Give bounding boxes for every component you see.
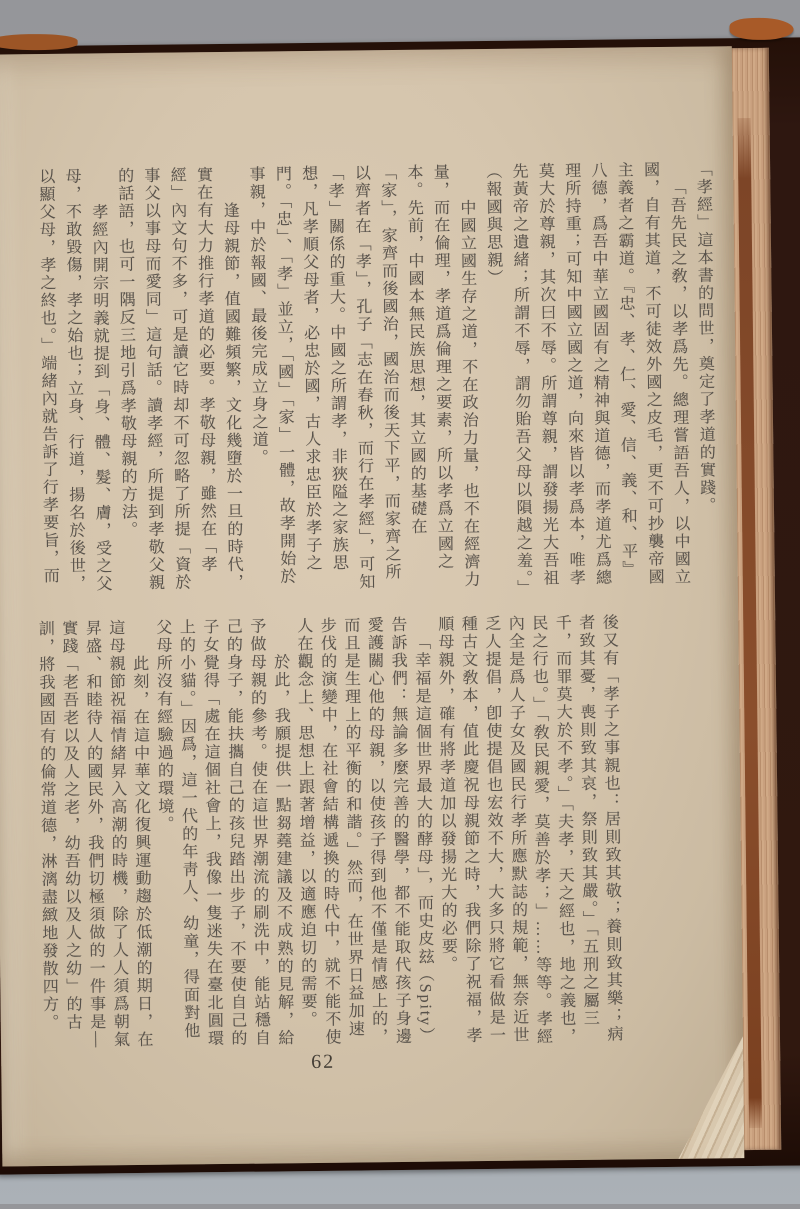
upper-text-block (29, 160, 720, 596)
page-stack-corner (677, 1036, 744, 1159)
paragraph: 後又有「孝子之事親也：居則致其敬；養則致其樂；病者致其憂，喪則致其哀，祭則致其嚴。」「五刑之屬三千，而罪莫大於不孝。」「夫孝，天之經也，地之義也，民之行也。」「敎民親愛，莫善於孝；」……等等。孝經內全是爲人子女及國民行孝所應默誌的規範，無奈近世乏人提倡，卽使提倡也宏效不大，大多只將它看做是一種古文敎本，值此慶祝母親節之時，我們除了祝福，孝順母親外，確有將孝道加以發揚光大的必要。 (435, 613, 623, 1047)
paragraph: 此刻，在這中華文化復興運動趨於低潮的期日，在這母親節祝福情緒昇入高潮的時機，除了人人須爲朝氣昇盛、和睦待人的國民外，我們切極須做的一件事是—實踐「老吾老以及人之老，幼吾幼以及人之幼」的古訓，將我國固有的倫常道德，淋漓盡緻地發散四方。 (36, 619, 153, 1050)
page-number: 62 (311, 1050, 336, 1074)
paragraph: 逢母親節，值國難頻繁，文化幾墮於一旦的時代，實在有大力推行孝道的必要。孝敬母親，雖然在「孝經」內文句不多，可是讀它時却不可忽略了所提「資於事父以事母而愛同」這句話。讀孝經，所提到孝敬父親的話語，也可一隅反三地引爲孝敬母親的方法。 (115, 166, 243, 592)
paragraph: 孝經內開宗明義就提到「身、體、髮、膚，受之父母，不敢毀傷，孝之始也；立身、行道，揚名於後世，以顯父母，孝之終也。」端緒內就告訴了行孝要旨，而 (36, 167, 112, 593)
paragraph: 「吾先民之敎，以孝爲先。總理嘗語吾人，以中國立國，自有其道，不可徒效外國之皮毛，更不可抄襲帝國主義者之霸道。『忠、孝、仁、愛、信、義、和、平』八德，爲吾中華立國固有之精神與道德，而孝道尤爲總理所持重；可知中國立國之道，向來皆以孝爲本，唯孝莫大於尊親，其次曰不辱。所謂尊親，謂發揚光大吾祖先黃帝之遺緒；所謂不辱，謂勿貽吾父母以隕越之羞。」（報國與思親） (483, 161, 690, 590)
torn-paper-fragment (729, 17, 793, 40)
paragraph: 「幸福是這個世界最大的酵母」，而史皮玆（Spity）告訴我們：無論多麼完善的醫學，都不能取代孩子身邊愛護關心他的母親，以使孩子得到他不僅是情感上的，而且是生理上的平衡的和諧。」然而，在世界日益加速步伐的演變中，在社會結構遞換的時代中，就不能不使人在觀念上、思想上跟著增益，以適應迫切的需要。 (294, 615, 435, 1047)
paragraph: 於此，我願提供一點芻蕘建議及不成熟的見解，給予做母親的參考。使在這世界潮流的刷洗中，能站穩自己的身子，能扶攜自己的孩兒踏出步子，不要使自己的子女覺得「處在這個社會上，我像一隻迷失在臺北圓環上的小貓。」因爲，這一代的年靑人、幼童，得面對他父母所沒有經驗過的環境。 (153, 617, 294, 1048)
paragraph: 「孝經」這本書的問世，奠定了孝道的實踐。 (694, 160, 716, 515)
paragraph: 中國立國生存之道，不在政治力量，也不在經濟力量，而在倫理，孝道爲倫理之要素，所以孝爲立國之本。先前，中國本無民族思想，其立國的基礎在「家」，家齊而後國治，國治而後天下平，而家齊之所以齊者在「孝」，孔子「志在春秋，而行在孝經」，可知「孝」關係的重大。中國之所謂孝，非狹隘之家族思想，凡孝順父母者，必忠於國，古人求忠臣於孝子之門。「忠」、「孝」並立，「國」「家」一體，故孝開始於事親，中於報國、最後完成立身之道。 (247, 163, 480, 591)
lower-text-block (30, 614, 625, 1053)
torn-paper-fragment (0, 34, 78, 51)
